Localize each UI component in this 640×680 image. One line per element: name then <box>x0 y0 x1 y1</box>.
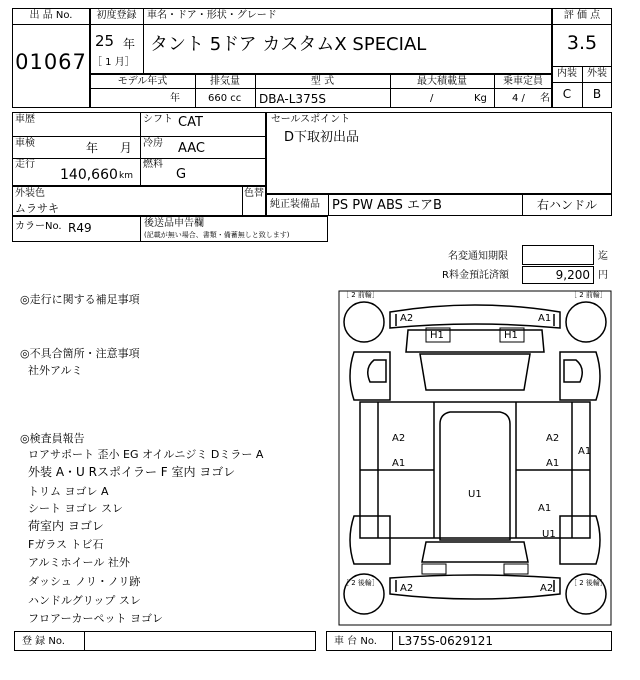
model-year-label: モデル年式 <box>117 76 168 87</box>
exterior-color-label: 外装色 <box>15 188 45 199</box>
exterior-grade: B <box>592 87 602 101</box>
mileage-unit: km <box>119 171 133 181</box>
documents-note: (記載が無い場合、書類・備蓄無しと致します) <box>144 231 290 239</box>
inspector-line: Fガラス トビ石 <box>28 538 104 551</box>
damage-mark: H1 <box>430 330 444 341</box>
interior-label: 内装 <box>557 68 577 79</box>
defect-line: 社外アルミ <box>28 364 83 377</box>
driving-notes-label: ◎走行に関する補足事項 <box>20 293 140 306</box>
rear-right-tire-note: ［ 2 後輪］ <box>570 579 607 587</box>
recycle-fee-value: 9,200 <box>555 268 590 282</box>
recycle-fee-label: R料金預託済額 <box>442 270 509 281</box>
name-change-deadline-unit: 迄 <box>598 251 608 262</box>
damage-mark: A2 <box>400 583 414 594</box>
damage-mark: U1 <box>542 529 556 540</box>
equipment-value: PS PW ABS エアB <box>332 198 442 213</box>
color-change-label: 色替 <box>244 188 264 199</box>
displacement-label: 排気量 <box>210 76 240 87</box>
front-right-tire-note: ［ 2 前輪］ <box>570 291 607 299</box>
damage-mark: A2 <box>392 433 406 444</box>
inspector-line: ロアサポート 歪小 EG オイルニジミ Dミラー A <box>28 448 264 461</box>
score-label: 評 価 点 <box>563 10 601 21</box>
color-number-value: R49 <box>68 221 92 235</box>
mileage-value: 140,660 <box>60 167 118 183</box>
inspector-line: フロアーカーペット ヨゴレ <box>28 612 163 625</box>
shift-label: シフト <box>143 114 173 125</box>
fuel-label: 燃料 <box>143 159 163 170</box>
capacity-value: 4 / <box>512 93 525 104</box>
damage-mark: A1 <box>578 446 592 457</box>
inspector-line: 荷室内 ヨゴレ <box>28 519 104 533</box>
exterior-label: 外装 <box>587 68 607 79</box>
type-value: DBA-L375S <box>259 92 326 106</box>
capacity-label: 乗車定員 <box>503 76 543 87</box>
color-number-label: カラーNo. <box>15 221 62 232</box>
damage-mark: A1 <box>392 458 406 469</box>
ac-value: AAC <box>178 141 205 156</box>
chassis-number-label: 車 台 No. <box>334 636 377 647</box>
car-damage-diagram <box>338 290 612 626</box>
damage-mark: A1 <box>538 313 552 324</box>
inspector-line: トリム ヨゴレ A <box>28 485 109 498</box>
damage-mark: A1 <box>538 503 552 514</box>
exterior-color-value: ムラサキ <box>15 202 59 215</box>
defects-label: ◎不具合箇所・注意事項 <box>20 347 140 360</box>
inspection-label: 車検 <box>15 138 35 149</box>
first-registration-label: 初度登録 <box>96 10 137 21</box>
ac-label: 冷房 <box>143 138 163 149</box>
inspector-line: 外装 A・U Rスポイラー F 室内 ヨゴレ <box>28 465 236 479</box>
type-label: 型 式 <box>310 76 335 87</box>
inspector-line: シート ヨゴレ スレ <box>28 502 123 515</box>
capacity-unit: 名 <box>540 93 550 104</box>
front-left-tire-note: ［ 2 前輪］ <box>342 291 379 299</box>
damage-mark: A1 <box>546 458 560 469</box>
documents-label: 後送品申告欄 <box>144 218 204 229</box>
name-change-deadline-label: 名変通知期限 <box>448 251 508 262</box>
damage-mark: H1 <box>504 330 518 341</box>
damage-mark: A2 <box>540 583 554 594</box>
recycle-fee-unit: 円 <box>598 270 608 281</box>
interior-grade: C <box>562 87 572 101</box>
damage-mark: A2 <box>546 433 560 444</box>
inspector-report-label: ◎検査員報告 <box>20 432 85 445</box>
sales-point-value: D下取初出品 <box>284 130 360 145</box>
shift-value: CAT <box>178 115 203 130</box>
inspection-value: 年 月 <box>86 141 132 155</box>
chassis-number-value: L375S-0629121 <box>398 634 493 648</box>
name-change-deadline-box <box>522 245 594 265</box>
equipment-label: 純正装備品 <box>270 199 320 210</box>
details-block <box>12 112 266 186</box>
first-registration-month: ［ 1 月］ <box>92 57 135 68</box>
damage-mark: U1 <box>468 489 482 500</box>
first-registration-year: 25 <box>95 32 115 50</box>
overall-score: 3.5 <box>566 32 598 54</box>
model-year-value: 年 <box>170 93 180 104</box>
car-name: タント 5ドア カスタムX SPECIAL <box>150 34 427 55</box>
lot-number: 01067 <box>15 50 87 74</box>
displacement-value: 660 cc <box>208 93 242 104</box>
inspector-line: ダッシュ ノリ・ノリ跡 <box>28 575 141 588</box>
history-label: 車歴 <box>15 114 35 125</box>
max-load-label: 最大積載量 <box>417 76 467 87</box>
max-load-unit: Kg <box>474 93 487 104</box>
inspector-line: アルミホイール 社外 <box>28 556 130 569</box>
damage-mark: A2 <box>400 313 414 324</box>
inspector-line: ハンドルグリップ スレ <box>28 594 141 607</box>
rear-left-tire-note: ［ 2 後輪］ <box>342 579 379 587</box>
registration-number-label: 登 録 No. <box>22 636 65 647</box>
year-unit: 年 <box>123 37 136 51</box>
car-name-label: 車名・ドア・形状・グレード <box>147 10 277 21</box>
steering-side: 右ハンドル <box>536 198 597 212</box>
mileage-label: 走行 <box>15 159 35 170</box>
sales-point-label: セールスポイント <box>271 114 351 125</box>
max-load-value: / <box>430 93 434 104</box>
lot-number-label: 出 品 No. <box>29 10 73 21</box>
fuel-value: G <box>176 167 187 182</box>
